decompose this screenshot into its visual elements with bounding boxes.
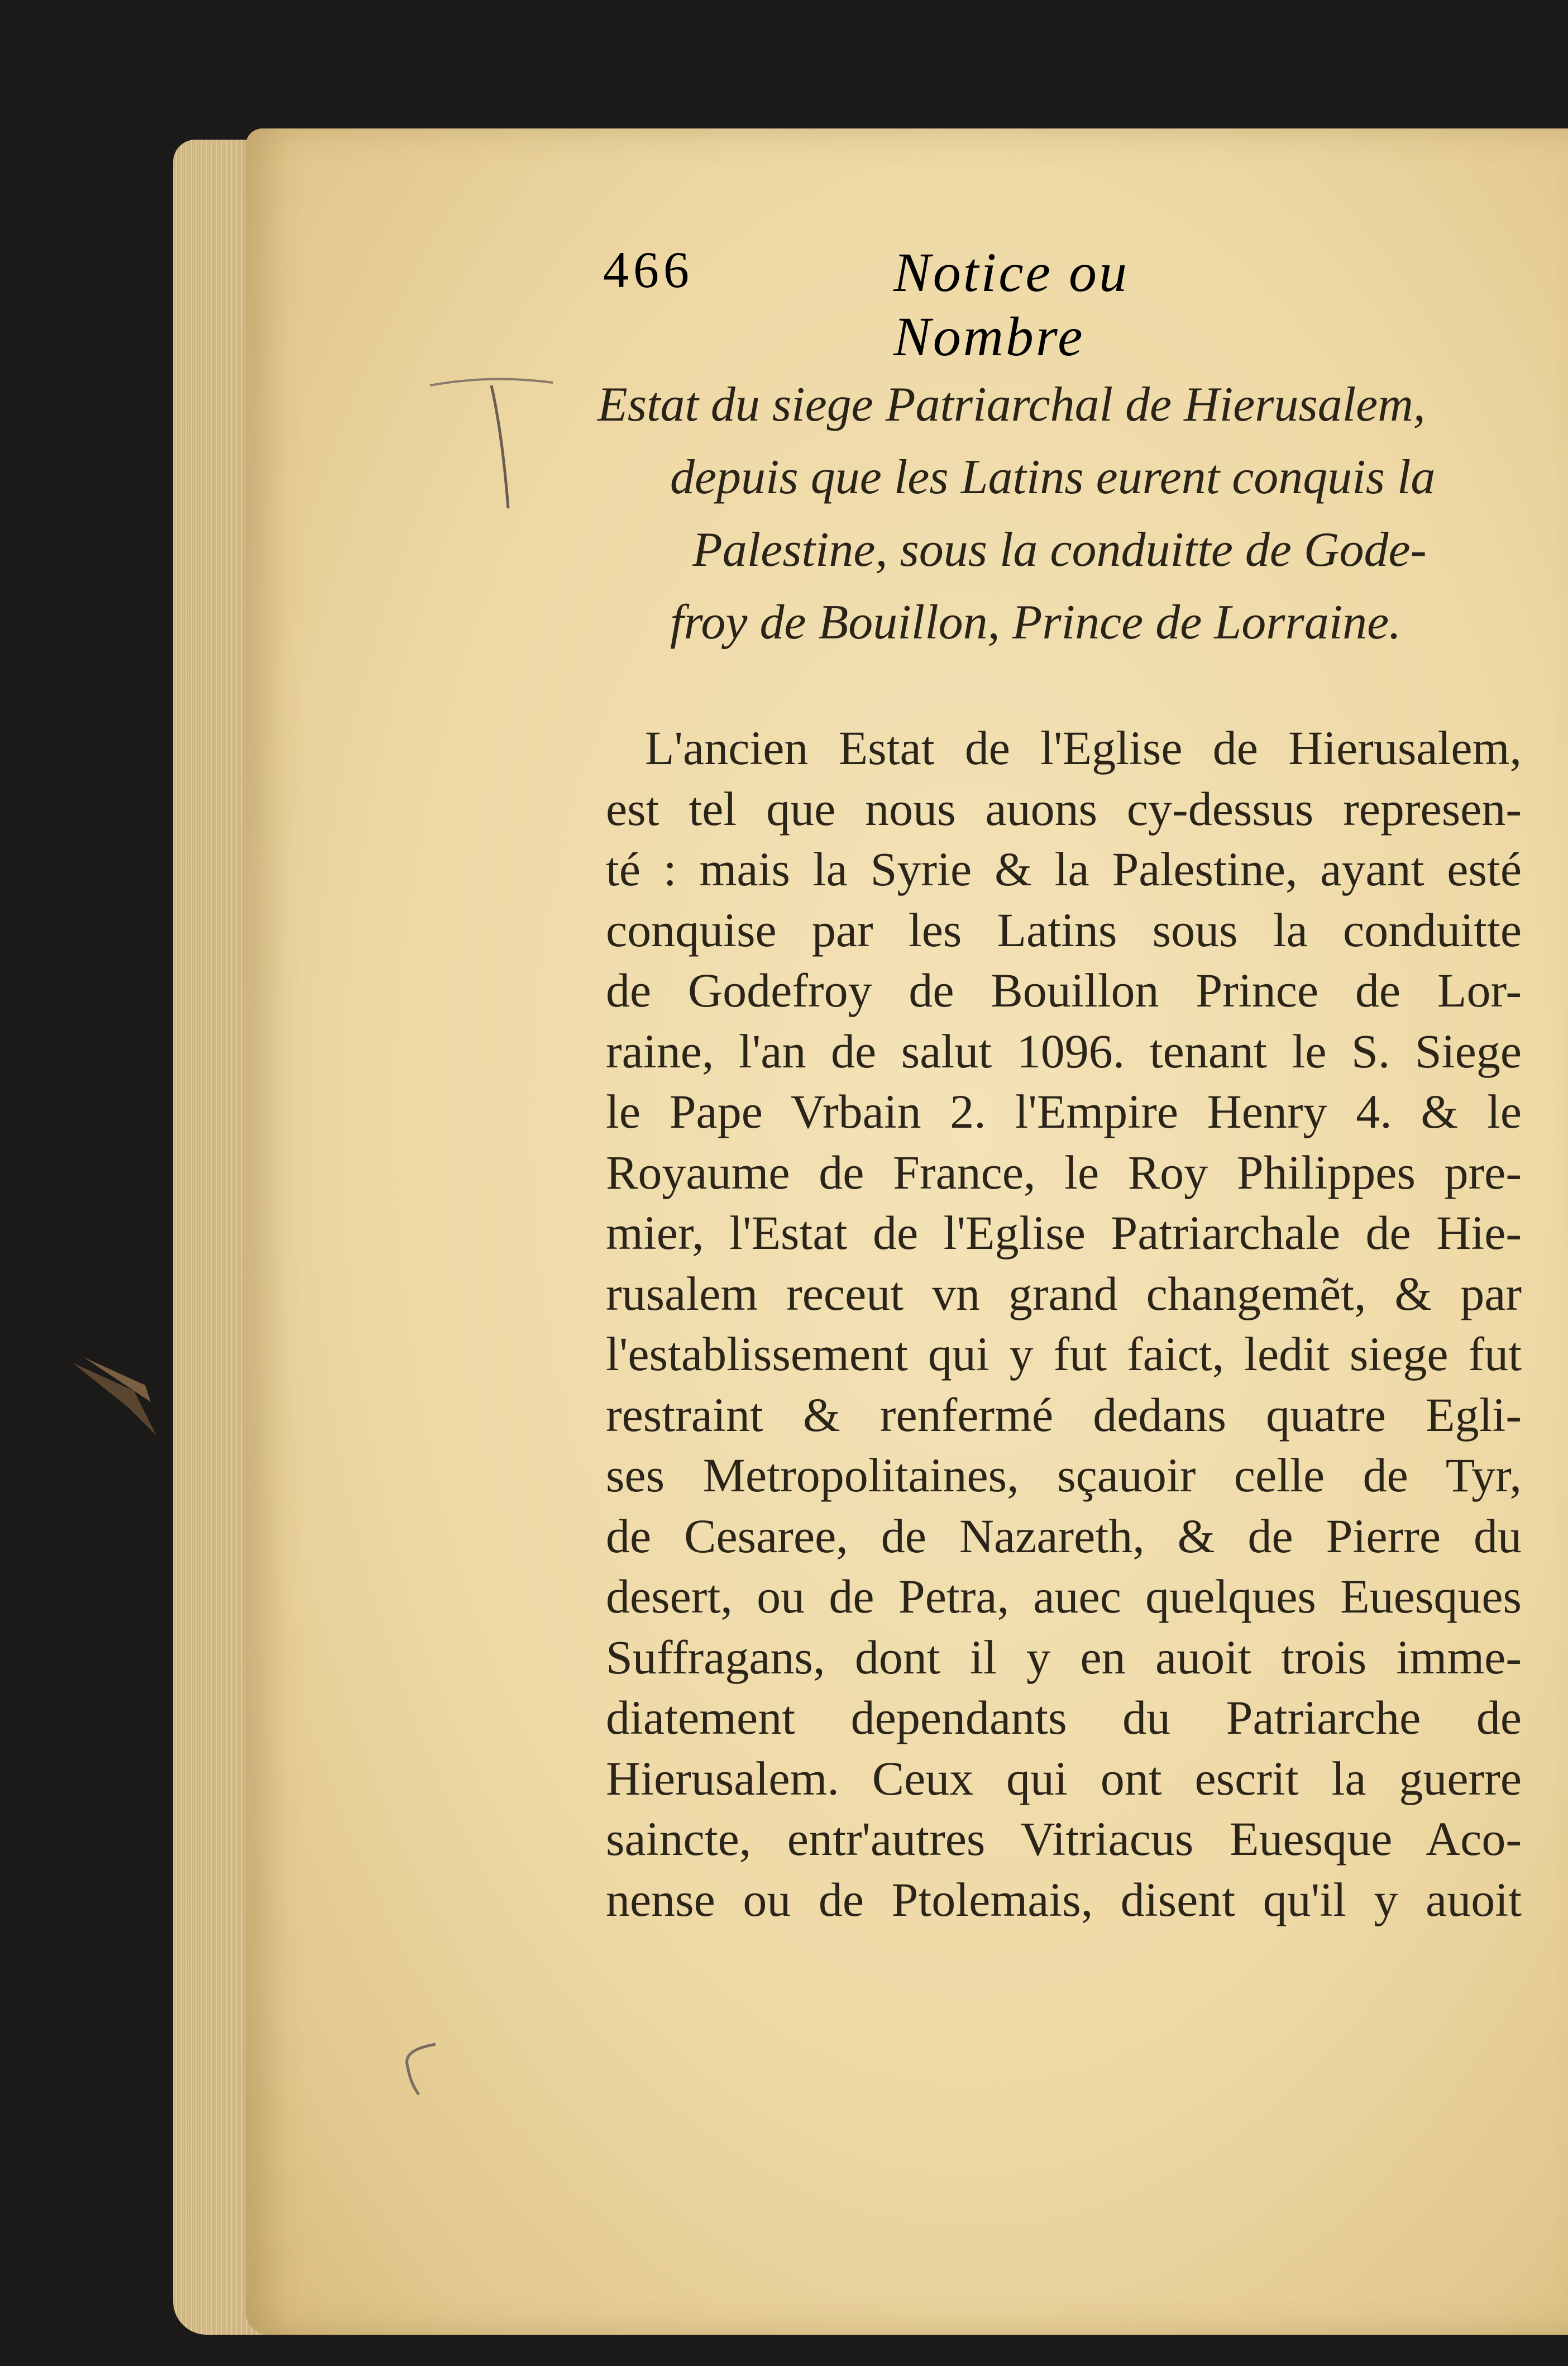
text-line: L'ancien Estat de l'Eglise de Hierusalem, <box>645 721 1522 775</box>
margin-pencil-mark-lower <box>385 2033 452 2100</box>
running-head <box>603 240 1329 368</box>
text-line: Hierusalem. Ceux qui ont escrit la guerre <box>606 1751 1522 1805</box>
heading-line: froy de Bouillon, Prince de Lorraine. <box>670 595 1402 650</box>
text-line: ses Metropolitaines, sçauoir celle de Tyr, <box>606 1448 1522 1502</box>
text-line: est tel que nous auons cy-dessus represen- <box>606 781 1522 836</box>
page-number: 466 <box>603 241 694 298</box>
text-line: l'establissement qui y fut faict, ledit siege fut <box>606 1327 1522 1381</box>
text-line: diatement dependants du Patriarche de <box>606 1691 1522 1744</box>
text-line: le Pape Vrbain 2. l'Empire Henry 4. & le <box>606 1085 1522 1138</box>
text-line: rusalem receut vn grand changemẽt, & par <box>606 1266 1522 1320</box>
heading-line: depuis que les Latins eurent conquis la <box>670 450 1436 504</box>
text-line: raine, l'an de salut 1096. tenant le S. Siege <box>606 1024 1522 1078</box>
text-line: mier, l'Estat de l'Eglise Patriarchale de Hie- <box>606 1206 1522 1260</box>
text-line: saincte, entr'autres Vitriacus Euesque Aco- <box>606 1812 1522 1866</box>
text-line: restraint & renfermé dedans quatre Egli- <box>606 1387 1522 1442</box>
text-line: té : mais la Syrie & la Palestine, ayant esté <box>606 842 1522 896</box>
margin-pencil-mark <box>424 369 558 536</box>
heading-line: Palestine, sous la conduitte de Gode- <box>692 523 1427 577</box>
text-line: Suffragans, dont il y en auoit trois imme- <box>606 1630 1522 1684</box>
text-line: nense ou de Ptolemais, disent qu'il y auoit <box>606 1872 1522 1926</box>
running-title: Notice ou Nombre <box>893 241 1130 368</box>
text-line: desert, ou de Petra, auec quelques Euesques <box>606 1570 1522 1623</box>
text-line: de Cesaree, de Nazareth, & de Pierre du <box>606 1509 1522 1563</box>
paper-tab-decoration <box>67 1341 179 1452</box>
text-line: Royaume de France, le Roy Philippes pre- <box>606 1145 1522 1199</box>
text-line: de Godefroy de Bouillon Prince de Lor- <box>606 963 1522 1017</box>
section-heading <box>597 369 1519 659</box>
body-text <box>606 718 1522 1930</box>
text-line: conquise par les Latins sous la conduitte <box>606 903 1522 957</box>
heading-line: Estat du siege Patriarchal de Hierusalem, <box>597 378 1426 432</box>
